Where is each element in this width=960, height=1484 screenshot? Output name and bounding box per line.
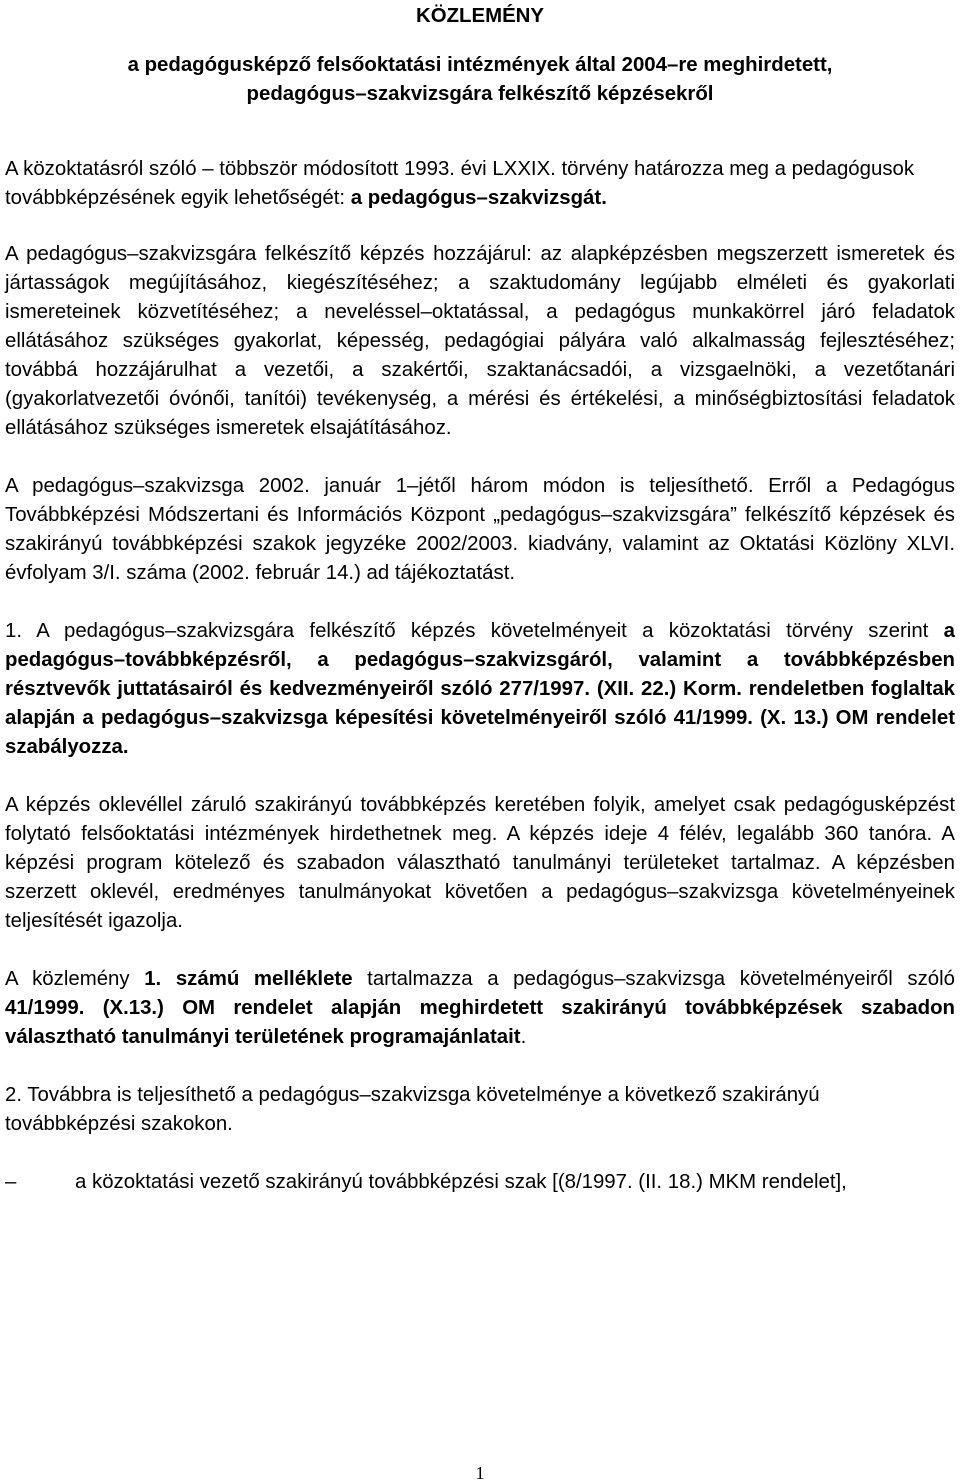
document-subtitle xyxy=(5,51,955,109)
paragraph-law xyxy=(5,155,955,213)
paragraph-text: tartalmazza a pedagógus–szakvizsga követelményeiről szóló xyxy=(352,968,955,990)
paragraph-requirements xyxy=(5,617,955,762)
paragraph-continued: 2. Továbbra is teljesíthető a pedagógus–szakvizsga követelménye a következő szakirányú továbbképzési szakokon. xyxy=(5,1084,820,1135)
list-item-text: a közoktatási vezető szakirányú továbbképzési szak [(8/1997. (II. 18.) MKM rendelet], xyxy=(75,1171,847,1193)
paragraph-bold: a pedagógus–továbbképzésről, a pedagógus–szakvizsgáról, valamint a továbbképzésben résztvevők juttatásairól és kedvezményeiről szóló 277/1997. (XII. 22.) Korm. rendeletben foglaltak alapján a pedagógus–szakvizsga képesítési követelményeiről szóló 41/1999. (X. 13.) OM rendelet szabályozza. xyxy=(5,620,955,758)
subtitle-line: pedagógus–szakvizsgára felkészítő képzésekről xyxy=(246,83,714,105)
paragraph-completion: A pedagógus–szakvizsga 2002. január 1–jétől három módon is teljesíthető. Erről a Pedagógus Továbbképzési Módszertani és Információs Központ „pedagógus–szakvizsgára” felkészítő képzések és szakirányú továbbképzési szakok jegyzéke 2002/2003. kiadvány, valamint az Oktatási Közlöny XLVI. évfolyam 3/I. száma (2002. február 14.) ad tájékoztatást. xyxy=(5,475,955,584)
list-item xyxy=(5,1168,955,1197)
paragraph-bold: 41/1999. (X.13.) OM rendelet alapján meghirdetett szakirányú továbbképzések szabadon választható tanulmányi területének programajánlatait xyxy=(5,997,955,1048)
paragraph-text: A közoktatásról szóló – többször módosított 1993. évi LXXIX. törvény határozza meg a pedagógusok továbbképzésének egyik lehetőségét: xyxy=(5,158,915,209)
list-dash-marker: – xyxy=(5,1171,17,1193)
paragraph-text: . xyxy=(520,1026,527,1048)
page-number: 1 xyxy=(475,1463,485,1483)
paragraph-text: 1. A pedagógus–szakvizsgára felkészítő képzés követelményeit a közoktatási törvény szerint xyxy=(5,620,944,642)
document-title: KÖZLEMÉNY xyxy=(415,5,544,27)
subtitle-line: a pedagógusképző felsőoktatási intézmények által 2004–re meghirdetett, xyxy=(127,54,833,76)
paragraph-training: A képzés oklevéllel záruló szakirányú továbbképzés keretében folyik, amelyet csak pedagógusképzést folytató felsőoktatási intézmények hirdethetnek meg. A képzés ideje 4 félév, legalább 360 tanóra. A képzési program kötelező és szabadon választható tanulmányi területeket tartalmaz. A képzésben szerzett oklevél, eredményes tanulmányokat követően a pedagógus–szakvizsga követelményeinek teljesítését igazolja. xyxy=(5,794,955,932)
paragraph-annex xyxy=(5,965,955,1052)
paragraph-contribution: A pedagógus–szakvizsgára felkészítő képzés hozzájárul: az alapképzésben megszerzett ismeretek és jártasságok megújításához, kiegészítéséhez; a szaktudomány legújabb elméleti és gyakorlati ismereteinek közvetítéséhez; a neveléssel–oktatással, a pedagógus munkakörrel járó feladatok ellátásához szükséges gyakorlat, képesség, pedagógiai pályára való alkalmasság fejlesztéséhez; továbbá hozzájárulhat a vezetői, a szakértői, szaktanácsadói, a vizsgaelnöki, a vezetőtanári (gyakorlatvezetői óvónői, tanítói) tevékenység, a mérési és értékelési, a minőségbiztosítási feladatok ellátásához szükséges ismeretek elsajátításához. xyxy=(5,243,955,439)
paragraph-bold: 1. számú melléklete xyxy=(144,968,353,990)
paragraph-bold: a pedagógus–szakvizsgát. xyxy=(350,187,607,209)
paragraph-text: A közlemény xyxy=(5,968,145,990)
